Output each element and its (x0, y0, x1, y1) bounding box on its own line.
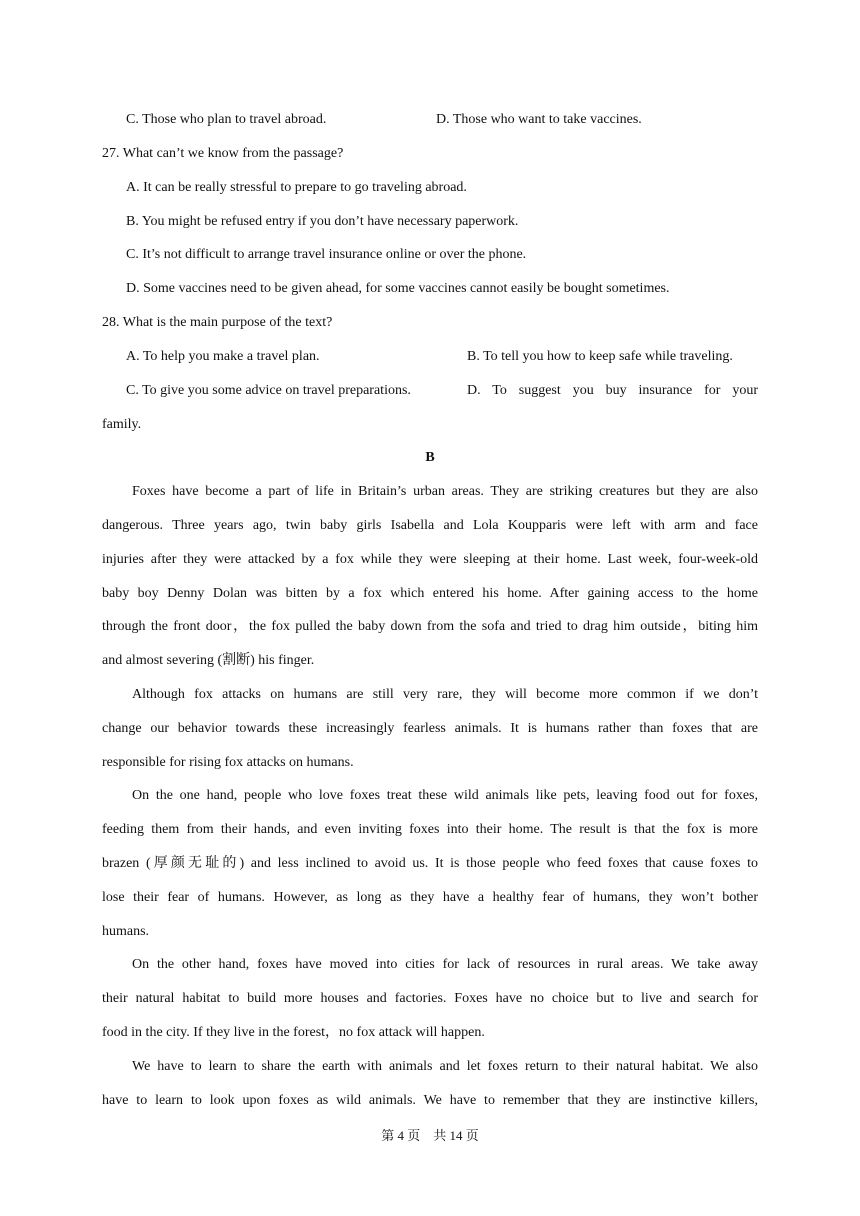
q27-option-a: A. It can be really stressful to prepare to go traveling abroad. (126, 180, 467, 195)
paragraph-2-line: responsible for rising fox attacks on humans. (102, 755, 354, 770)
paragraph-1-line: through the front door，the fox pulled the baby down from the sofa and tried to drag him outside，biting him (102, 619, 758, 634)
q27-option-d: D. Some vaccines need to be given ahead, for some vaccines cannot easily be bought sometimes. (126, 281, 670, 296)
page-footer: 第 4 页 共 14 页 (381, 1128, 479, 1143)
q27-question: 27. What can’t we know from the passage? (102, 146, 344, 161)
paragraph-3-line: brazen (厚颜无耻的) and less inclined to avoid us. It is those people who feed foxes that cause foxes to (102, 856, 758, 871)
q26-option-c: C. Those who plan to travel abroad. (126, 112, 327, 127)
q28-option-c: C. To give you some advice on travel preparations. (126, 383, 411, 398)
paragraph-1-line: Foxes have become a part of life in Britain’s urban areas. They are striking creatures but they are also (132, 484, 758, 499)
q28-option-d-line2: family. (102, 417, 142, 432)
paragraph-1-line: dangerous. Three years ago, twin baby girls Isabella and Lola Koupparis were left with arm and face (102, 518, 758, 533)
paragraph-2-line: Although fox attacks on humans are still very rare, they will become more common if we don’t (132, 687, 758, 702)
paragraph-1-line: and almost severing (割断) his finger. (102, 653, 315, 668)
paragraph-3-line: lose their fear of humans. However, as long as they have a healthy fear of humans, they won’t bother (102, 890, 758, 905)
q28-question: 28. What is the main purpose of the text? (102, 315, 333, 330)
paragraph-1-line: injuries after they were attacked by a fox while they were sleeping at their home. Last week, four-week-old (102, 552, 758, 567)
q28-option-b: B. To tell you how to keep safe while traveling. (467, 349, 733, 364)
paragraph-4-line: On the other hand, foxes have moved into cities for lack of resources in rural areas. We take away (132, 957, 758, 972)
q28-option-d-line1: D. To suggest you buy insurance for your (467, 383, 758, 398)
q27-option-c: C. It’s not difficult to arrange travel insurance online or over the phone. (126, 247, 527, 262)
q26-option-d: D. Those who want to take vaccines. (436, 112, 642, 127)
q27-option-b: B. You might be refused entry if you don’t have necessary paperwork. (126, 214, 519, 229)
paragraph-5-line: have to learn to look upon foxes as wild animals. We have to remember that they are instinctive killers, (102, 1093, 758, 1108)
paragraph-1-line: baby boy Denny Dolan was bitten by a fox which entered his home. After gaining access to the home (102, 586, 758, 601)
q28-option-a: A. To help you make a travel plan. (126, 349, 320, 364)
paragraph-3-line: humans. (102, 924, 150, 939)
paragraph-4-line: their natural habitat to build more houses and factories. Foxes have no choice but to live and search for (102, 991, 758, 1006)
paragraph-2-line: change our behavior towards these increasingly fearless animals. It is humans rather than foxes that are (102, 721, 758, 736)
paragraph-3-line: feeding them from their hands, and even inviting foxes into their home. The result is that the fox is more (102, 822, 758, 837)
section-title: B (425, 450, 435, 465)
paragraph-3-line: On the one hand, people who love foxes treat these wild animals like pets, leaving food out for foxes, (132, 788, 758, 803)
paragraph-4-line: food in the city. If they live in the forest，no fox attack will happen. (102, 1025, 485, 1040)
paragraph-5-line: We have to learn to share the earth with animals and let foxes return to their natural habitat. We also (132, 1059, 758, 1074)
